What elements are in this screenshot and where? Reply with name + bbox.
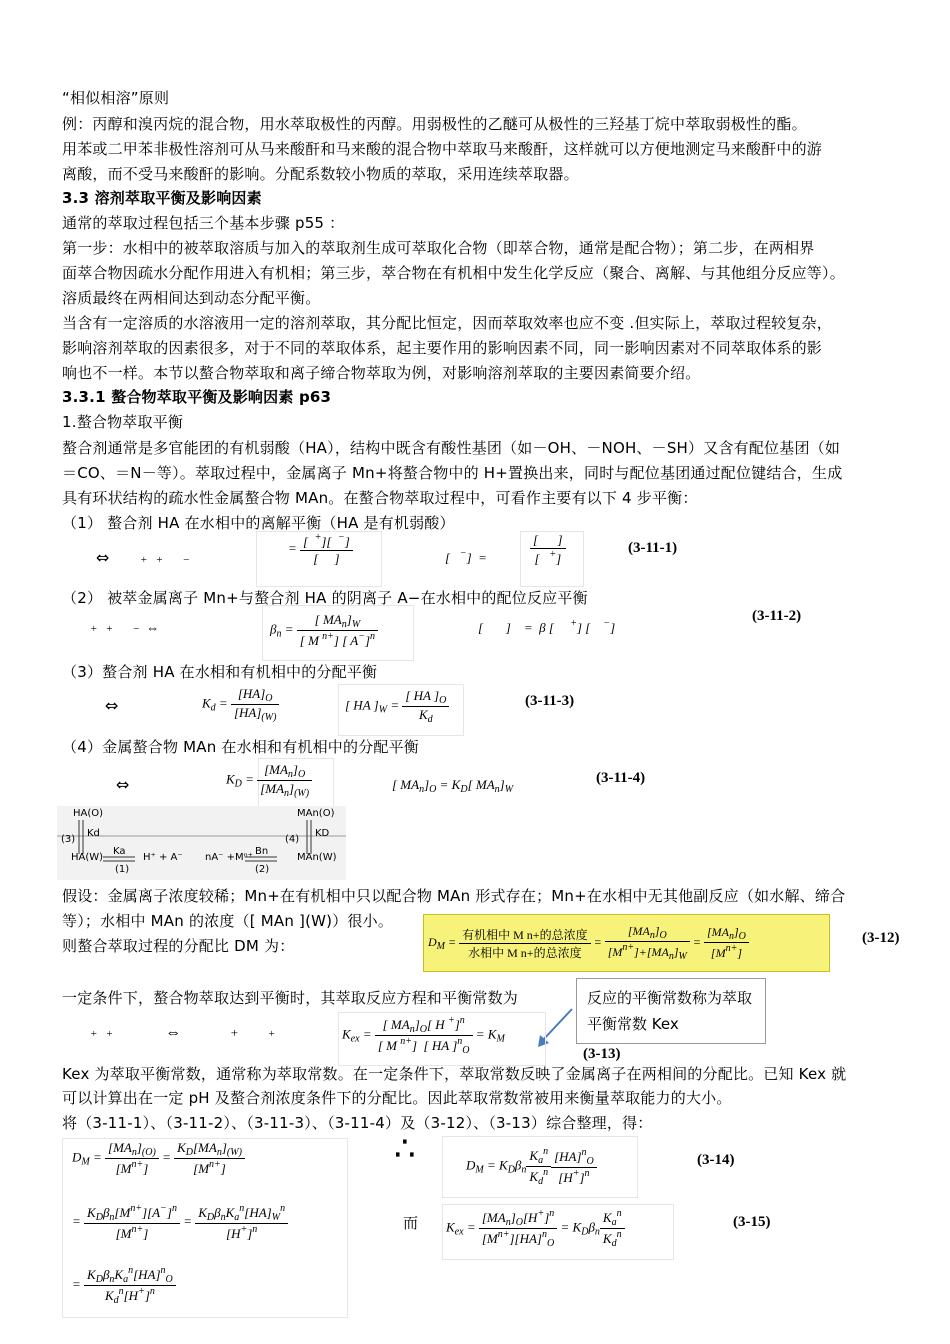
formula-kd: $K_d$ = $\frac{[HA]_O}{[HA]_{(W)}}$ bbox=[202, 686, 279, 723]
text-line: 离酸，而不受马来酸酐的影响。分配系数较小物质的萃取，采用连续萃取器。 bbox=[62, 165, 579, 183]
text-line: Kex 为萃取平衡常数，通常称为萃取常数。在一定条件下，萃取常数反映了金属离子在两相间的分配比。已知 Kex 就 bbox=[62, 1065, 847, 1083]
text-line: “相似相溶”原则 bbox=[62, 89, 170, 107]
text-line: 面萃合物因疏水分配作用进入有机相；第三步，萃合物在有机相中发生化学反应（聚合、离解、与其他组分反应等）。 bbox=[62, 264, 845, 282]
subsection-heading: 3.3.1 螯合物萃取平衡及影响因素 p63 bbox=[62, 388, 332, 406]
er-conjunction: 而 bbox=[403, 1214, 419, 1232]
formula-man-o: [ $MA_n]_O = K_D$[ $MA_n]_W$ bbox=[392, 777, 514, 795]
diagram-man-w: MAn(W) bbox=[297, 852, 337, 863]
text-line: 响也不一样。本节以螯合物萃取和离子缔合物萃取为例，对影响溶剂萃取的主要因素简要介绍。 bbox=[62, 364, 701, 382]
diagram-kd: Kd bbox=[87, 828, 100, 839]
diagram-na-m: nA⁻ +Mⁿ⁺ bbox=[205, 852, 253, 863]
text-line: 通常的萃取过程包括三个基本步骤 p55 ： bbox=[62, 214, 345, 232]
step-4: （4）金属螯合物 MAn 在水相和有机相中的分配平衡 bbox=[62, 738, 419, 756]
equation-number: (3-13) bbox=[583, 1046, 621, 1062]
formula-eq-3-11-2-left: + + − ⇔ bbox=[90, 620, 160, 635]
therefore-symbol: ∴ bbox=[394, 1129, 416, 1169]
text-line: 溶质最终在两相间达到动态分配平衡。 bbox=[62, 289, 321, 307]
equation-number: (3-14) bbox=[697, 1152, 735, 1168]
formula-ha-w: [ HA ]$_W$ = $\frac{[ HA ]_O}{K_d}$ bbox=[345, 688, 449, 725]
formula-reaction: + + ⇔ + + bbox=[90, 1024, 276, 1041]
text-line: 当含有一定溶质的水溶液用一定的溶剂萃取，其分配比恒定，因而萃取效率也应不变 .但实际上，萃取过程较复杂， bbox=[62, 314, 832, 332]
equation-number: (3-12) bbox=[862, 930, 900, 946]
formula-eq-3-14: $D_M = K_D\beta_n$ $\frac{K_a^n}{K_d^n}$ $\frac{[HA]^n_O}{[H^+]^n}$ bbox=[466, 1146, 597, 1187]
equation-number: (3-11-2) bbox=[752, 608, 802, 624]
diagram-bn: Bn bbox=[255, 846, 269, 857]
diagram-step-4: (4) bbox=[285, 834, 300, 845]
diagram-man-o: MAn(O) bbox=[297, 808, 335, 819]
formula-beta-rearranged: [ ] = β [ +] [ −] bbox=[478, 618, 616, 635]
text-line: ＝CO、＝N－等）。萃取过程中，金属离子 Mn+将螯合物中的 H+置换出来，同时与配位基团通过配位键结合，生成 bbox=[62, 464, 843, 482]
step-2: （2） 被萃金属离子 Mn+与螯合剂 HA 的阴离子 A−在水相中的配位反应平衡 bbox=[62, 589, 588, 607]
text-line: 第一步：水相中的被萃取溶质与加入的萃取剂生成可萃取化合物（即萃合物，通常是配合物）；第二步，在两相界 bbox=[62, 239, 815, 257]
formula-kex: $K_{ex}$ = $\frac{[ MA_n]_O[ H ^+]^n}{[ M ^{n+}] [ HA ]^n_O}$ = $K_M$ bbox=[342, 1015, 505, 1056]
formula-a: [ −] = bbox=[445, 548, 487, 565]
formula-dm-derivation-2: = $\frac{K_D\beta_n[M^{n+}][A^-]^n}{[M^{n+}]}$ = $\frac{K_D\beta_nK_a^n[HA]_W^n}{[H^+]^n}$ bbox=[72, 1203, 288, 1242]
equation-number: (3-11-3) bbox=[525, 693, 575, 709]
diagram-h-plus: H⁺ + A⁻ bbox=[143, 852, 183, 863]
text-line: 例：丙醇和溴丙烷的混合物，用水萃取极性的丙醇。用弱极性的乙醚可从极性的三羟基丁烷中萃取弱极性的酯。 bbox=[62, 115, 807, 133]
text-line: 一定条件下，螯合物萃取达到平衡时，其萃取反应方程和平衡常数为 bbox=[62, 989, 519, 1007]
step-3: （3）螯合剂 HA 在水相和有机相中的分配平衡 bbox=[62, 663, 378, 681]
formula-beta: $\beta_n$ = $\frac{[ MA_n]_W}{[ M ^{n+}] [ A^-]^n}$ bbox=[270, 612, 378, 649]
formula-eq-3-15: $K_{ex}$ = $\frac{[MA_n]_O[H^+]^n}{[M^{n+}][HA]^n_O}$ = $K_D\beta_n$ $\frac{K_a^n}{K_d^n}$ bbox=[446, 1208, 625, 1249]
text-line: 影响溶剂萃取的因素很多，对于不同的萃取体系，起主要作用的影响因素不同，同一影响因素对不同萃取体系的影 bbox=[62, 339, 823, 357]
diagram-step-2: (2) bbox=[255, 864, 270, 875]
text-line: 可以计算出在一定 pH 及螯合剂浓度条件下的分配比。因此萃取常数常被用来衡量萃取能力的大小。 bbox=[62, 1089, 732, 1107]
text-line: 1.螯合物萃取平衡 bbox=[62, 413, 184, 431]
equation-number: (3-11-1) bbox=[628, 540, 678, 556]
equilibrium-arrow: ⇔ bbox=[116, 775, 130, 794]
formula-dm: $D_M$ = $\frac{\text{有机相中 M n+的总浓度}}{\text{水相中 M n+的总浓度}}$ = $\frac{[MA_n]_O}{[M^{n+}]+[MA_n]_W}$ = $\frac{[MA_n]_O}{[M^{n+}]}$ bbox=[428, 924, 749, 962]
assumption-line: 则螯合萃取过程的分配比 DM 为： bbox=[62, 937, 295, 955]
equation-number: (3-11-4) bbox=[596, 770, 646, 786]
formula-a-frac: $\frac{[ ]}{[ ^+]}$ bbox=[530, 532, 566, 567]
formula-dm-derivation-3: = $\frac{K_D\beta_nK_a^n[HA]^n_O}{K_d^n[H^+]^n}$ bbox=[72, 1265, 176, 1306]
note-callout: 反应的平衡常数称为萃取平衡常数 Kex bbox=[576, 978, 766, 1044]
equilibrium-arrow: ⇔ bbox=[105, 696, 119, 715]
equilibrium-arrow: ⇔ bbox=[96, 548, 110, 567]
diagram-kD: KD bbox=[315, 828, 330, 839]
assumption-line: 等）；水相中 MAn 的浓度（[ MAn ](W)）很小。 bbox=[62, 912, 394, 930]
equation-number: (3-15) bbox=[733, 1214, 771, 1230]
diagram-ha-w: HA(W) bbox=[71, 852, 104, 863]
diagram-step-3: (3) bbox=[61, 834, 76, 845]
section-heading: 3.3 溶剂萃取平衡及影响因素 bbox=[62, 189, 262, 207]
text-line: 用苯或二甲苯非极性溶剂可从马来酸酐和马来酸的混合物中萃取马来酸酐，这样就可以方便地测定马来酸酐中的游 bbox=[62, 140, 823, 158]
text-line: 将（3-11-1）、（3-11-2）、（3-11-3）、（3-11-4）及（3-12）、（3-13）综合整理，得： bbox=[62, 1114, 653, 1132]
formula-eq-3-11-1-left: + + − bbox=[140, 554, 190, 566]
step-1: （1） 螯合剂 HA 在水相中的离解平衡（HA 是有机弱酸） bbox=[62, 514, 455, 532]
diagram-ha-o: HA(O) bbox=[73, 808, 104, 819]
diagram-ka: Ka bbox=[113, 846, 126, 857]
formula-dm-derivation-1: $D_M$ = $\frac{[MA_n]_{(O)}}{[M^{n+}]}$ = $\frac{K_D[MA_n]_{(W)}}{[M^{n+}]}$ bbox=[72, 1140, 245, 1177]
equilibrium-diagram bbox=[57, 806, 346, 880]
formula-kD: $K_D$ = $\frac{[MA_n]_O}{[MA_n]_{(W)}}$ bbox=[226, 762, 312, 799]
formula-ka: = $\frac{[ ^+][ ^-]}{[ ]}$ bbox=[288, 532, 353, 567]
text-line: 螯合剂通常是多官能团的有机弱酸（HA），结构中既含有酸性基团（如－OH、－NOH、－SH）又含有配位基团（如 bbox=[62, 439, 841, 457]
diagram-step-1: (1) bbox=[115, 864, 130, 875]
assumption-line: 假设：金属离子浓度较稀；Mn+在有机相中只以配合物 MAn 形式存在；Mn+在水相中无其他副反应（如水解、缔合 bbox=[62, 887, 846, 905]
text-line: 具有环状结构的疏水性金属螯合物 MAn。在螯合物萃取过程中，可看作主要有以下 4 步平衡： bbox=[62, 489, 698, 507]
